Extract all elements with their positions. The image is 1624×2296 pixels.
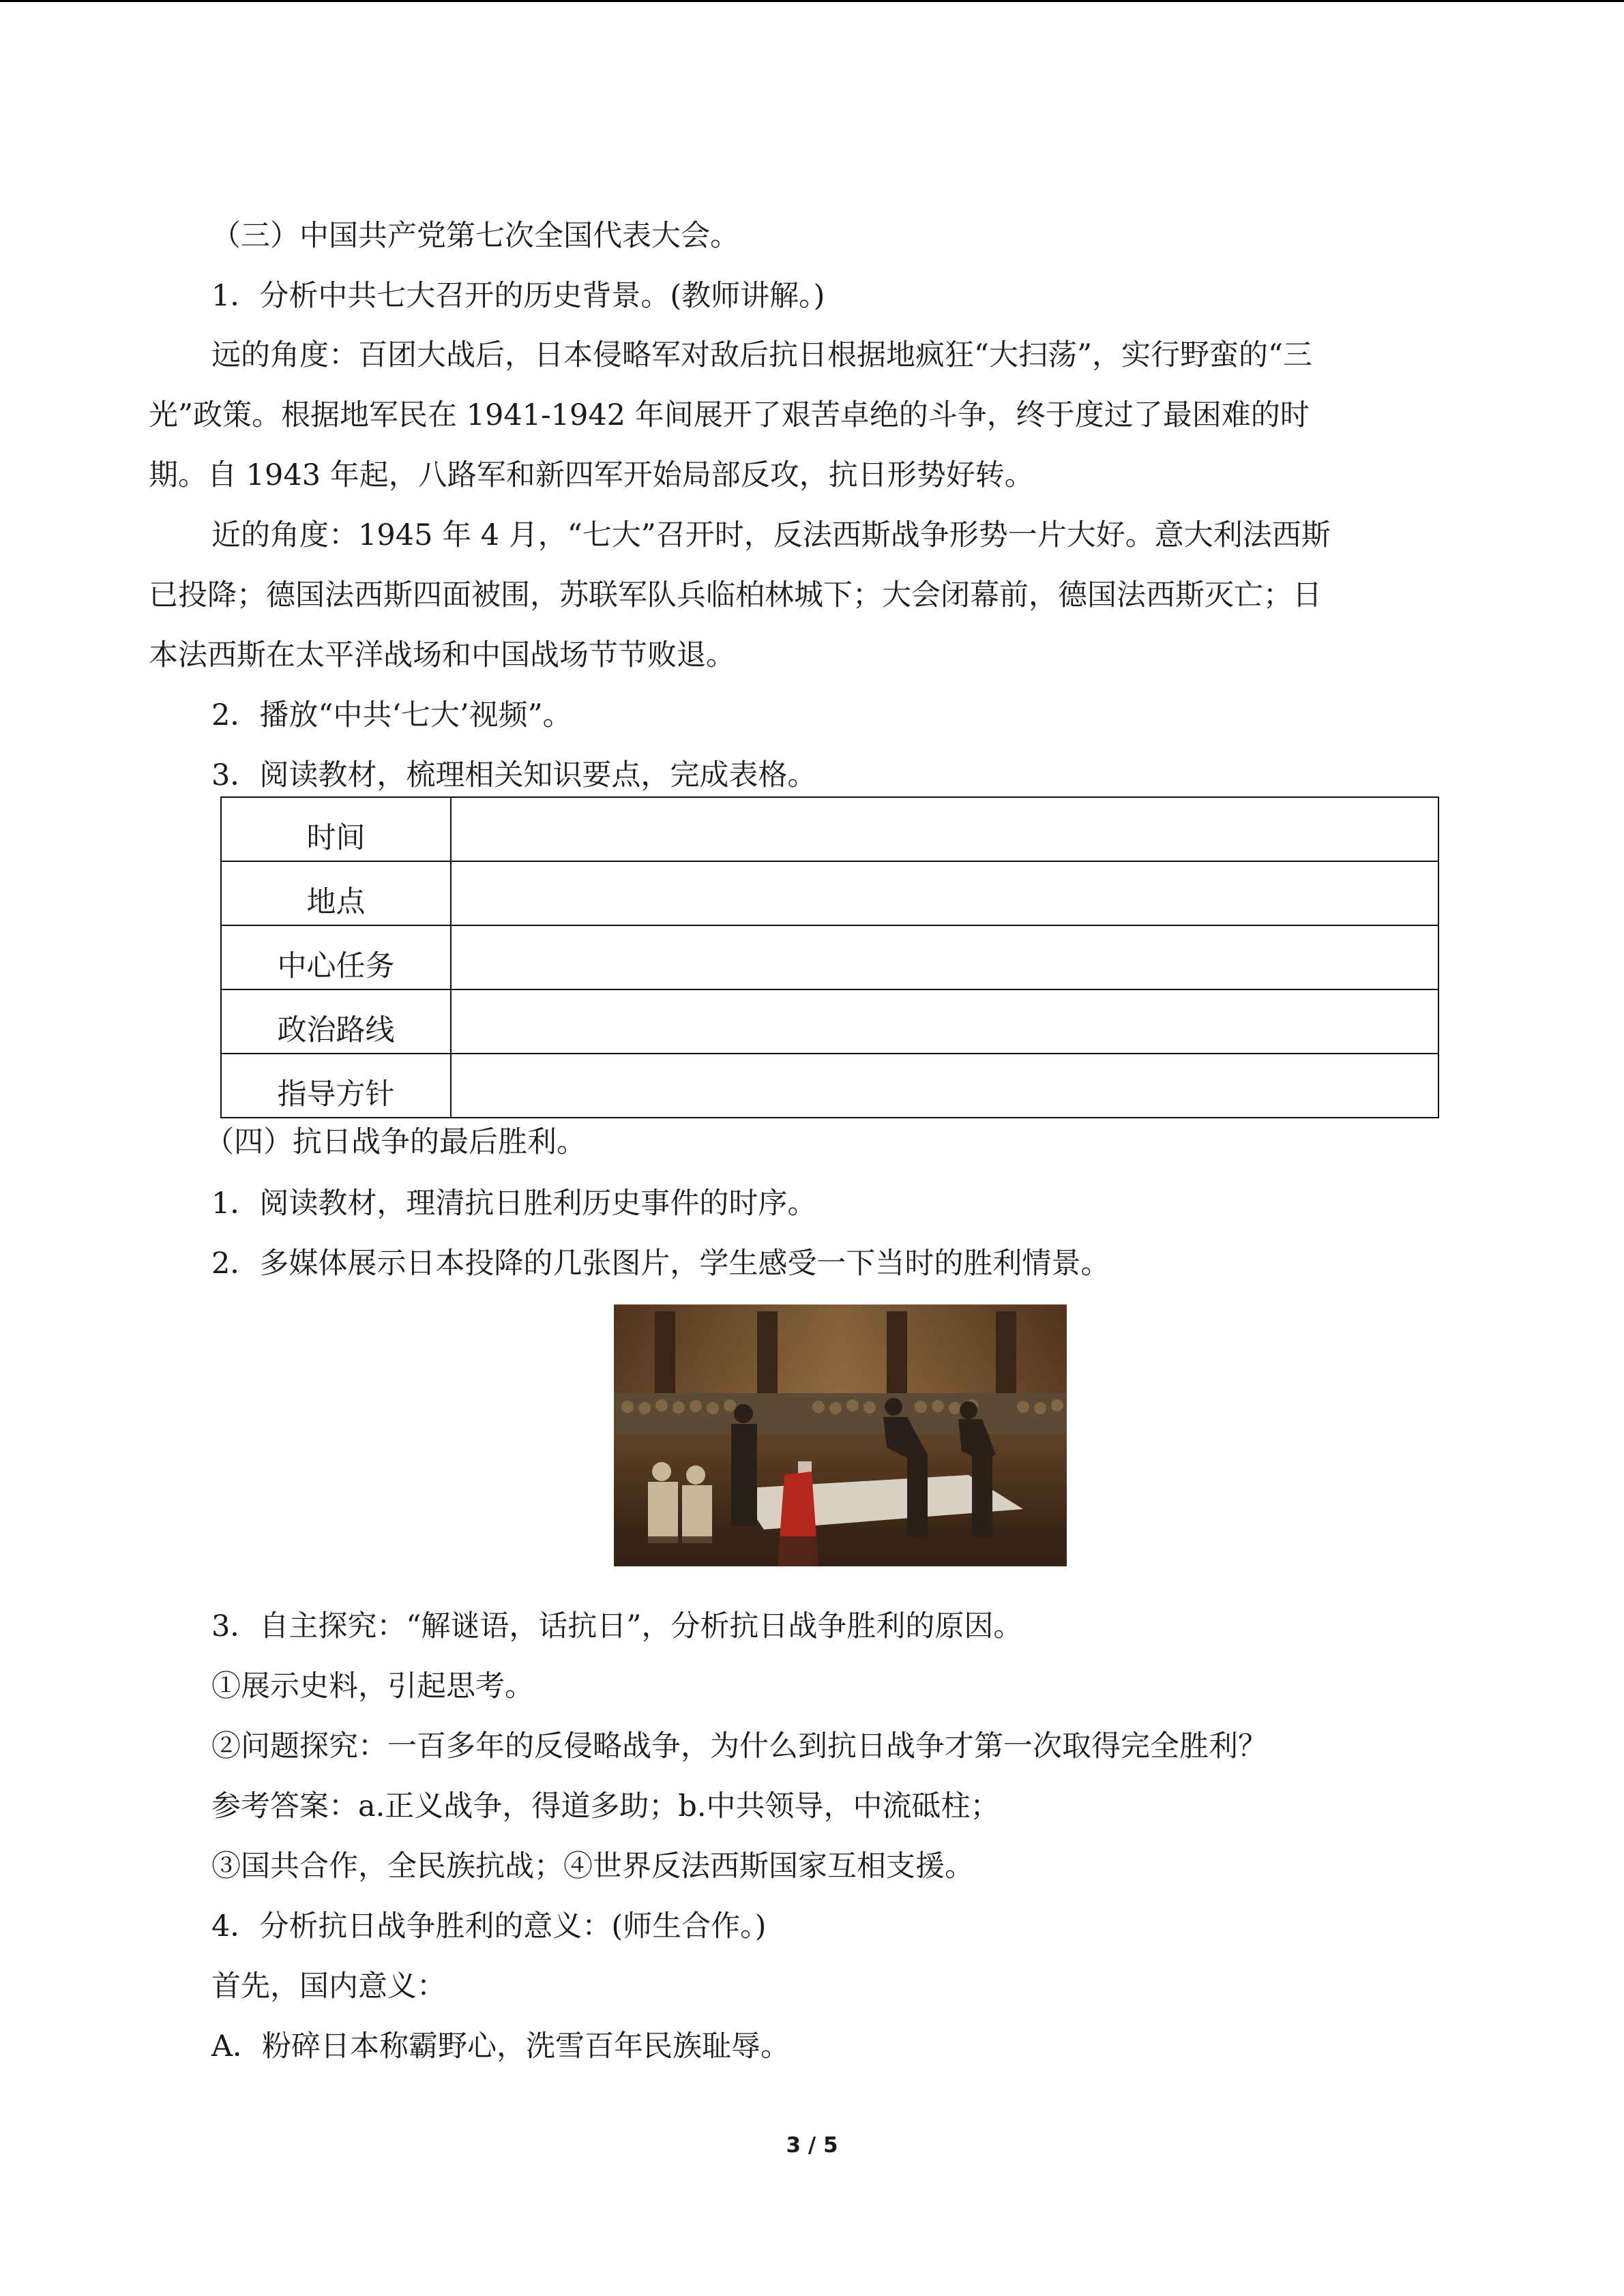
point-a: A．粉碎日本称霸野心，洗雪百年民族耻辱。 <box>211 2029 791 2063</box>
far-perspective-line-3: 期。自 1943 年起，八路军和新四军开始局部反攻，抗日形势好转。 <box>149 458 1034 492</box>
section-3-item-2: 2．播放“中共‘七大’视频”。 <box>211 698 572 732</box>
table-label-central-task: 中心任务 <box>221 925 451 989</box>
table-cell-political-line-blank[interactable] <box>451 989 1438 1054</box>
table-label-political-line: 政治路线 <box>221 989 451 1054</box>
section-3-item-1: 1．分析中共七大召开的历史背景。(教师讲解。) <box>211 279 825 313</box>
table-cell-time-blank[interactable] <box>451 797 1438 861</box>
section-3-item-3: 3．阅读教材，梳理相关知识要点，完成表格。 <box>211 758 817 792</box>
section-4-item-3: 3．自主探究：“解谜语，话抗日”，分析抗日战争胜利的原因。 <box>211 1609 1023 1643</box>
page-number: 3 / 5 <box>786 2133 838 2158</box>
table-cell-guiding-policy-blank[interactable] <box>451 1054 1438 1118</box>
section-4-sub-3: ③国共合作，全民族抗战；④世界反法西斯国家互相支援。 <box>211 1849 974 1883</box>
section-3-heading: （三）中国共产党第七次全国代表大会。 <box>211 219 739 253</box>
near-perspective-line-1: 近的角度：1945 年 4 月，“七大”召开时，反法西斯战争形势一片大好。意大利法西斯 <box>211 518 1331 552</box>
near-perspective-line-3: 本法西斯在太平洋战场和中国战场节节败退。 <box>149 638 735 672</box>
table-cell-place-blank[interactable] <box>451 861 1438 925</box>
section-4-sub-2: ②问题探究：一百多年的反侵略战争，为什么到抗日战争才第一次取得完全胜利？ <box>211 1729 1267 1763</box>
domestic-significance-label: 首先，国内意义： <box>211 1969 446 2003</box>
table-label-place: 地点 <box>221 861 451 925</box>
table-row <box>221 797 1438 861</box>
far-perspective-line-1: 远的角度：百团大战后，日本侵略军对敌后抗日根据地疯狂“大扫荡”，实行野蛮的“三 <box>211 338 1312 372</box>
table-row <box>221 989 1438 1054</box>
near-perspective-line-2: 已投降；德国法西斯四面被围，苏联军队兵临柏林城下；大会闭幕前，德国法西斯灭亡；日 <box>149 578 1322 612</box>
table-row <box>221 925 1438 989</box>
section-4-heading: （四）抗日战争的最后胜利。 <box>205 1125 586 1159</box>
table-row <box>221 861 1438 925</box>
table-cell-central-task-blank[interactable] <box>451 925 1438 989</box>
table-row <box>221 1054 1438 1118</box>
table-label-time: 时间 <box>221 797 451 861</box>
page-top-border <box>0 0 1624 2</box>
section-4-item-2: 2．多媒体展示日本投降的几张图片，学生感受一下当时的胜利情景。 <box>211 1247 1110 1281</box>
reference-answer: 参考答案：a.正义战争，得道多助；b.中共领导，中流砥柱； <box>211 1789 1000 1823</box>
table-label-guiding-policy: 指导方针 <box>221 1054 451 1118</box>
section-4-sub-1: ①展示史料，引起思考。 <box>211 1669 534 1703</box>
surrender-ceremony-photo <box>614 1304 1067 1566</box>
section-4-item-1: 1．阅读教材，理清抗日胜利历史事件的时序。 <box>211 1187 817 1221</box>
seventh-congress-table <box>220 796 1439 1118</box>
section-4-item-4: 4．分析抗日战争胜利的意义：(师生合作。) <box>211 1909 767 1943</box>
far-perspective-line-2: 光”政策。根据地军民在 1941-1942 年间展开了艰苦卓绝的斗争，终于度过了最困难的时 <box>149 398 1310 432</box>
